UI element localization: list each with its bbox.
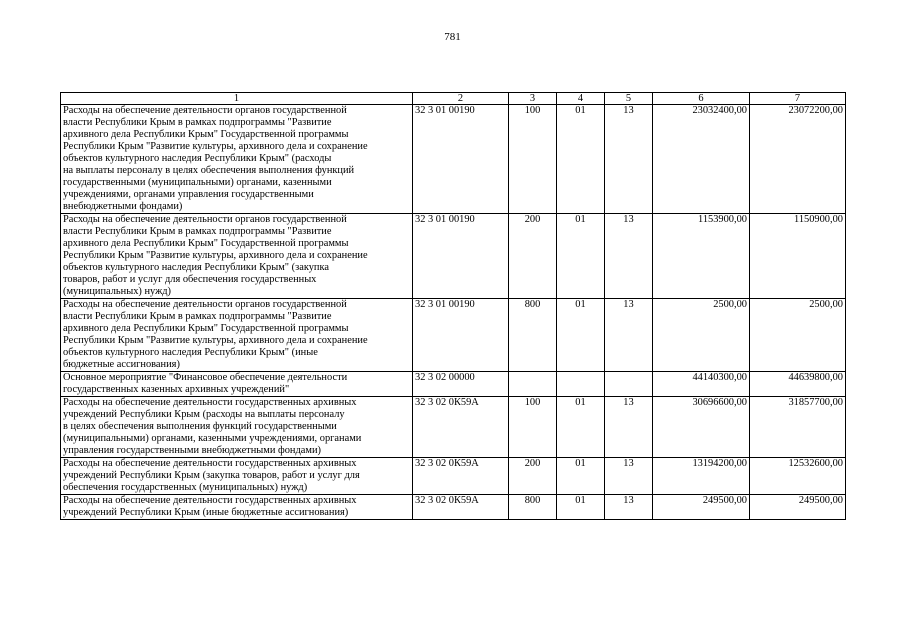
amount-column-7: 23072200,00 — [750, 105, 846, 214]
section-code — [557, 372, 605, 397]
column-header: 4 — [557, 93, 605, 105]
target-article-code: 32 3 01 00190 — [413, 299, 509, 372]
section-code: 01 — [557, 495, 605, 520]
column-header: 2 — [413, 93, 509, 105]
table-row — [61, 397, 846, 458]
expense-type-code: 200 — [509, 458, 557, 495]
expense-description: Расходы на обеспечение деятельности государственных архивных учреждений Республики Крым (закупка товаров, работ и услуг для обеспечения государственных (муниципальных) нужд) — [61, 458, 413, 495]
table-row — [61, 458, 846, 495]
amount-column-7: 1150900,00 — [750, 214, 846, 299]
column-header: 1 — [61, 93, 413, 105]
table-row — [61, 495, 846, 520]
table-row — [61, 372, 846, 397]
amount-column-7: 12532600,00 — [750, 458, 846, 495]
target-article-code: 32 3 01 00190 — [413, 214, 509, 299]
section-code: 01 — [557, 299, 605, 372]
page-number: 781 — [444, 31, 461, 43]
subsection-code — [605, 372, 653, 397]
subsection-code: 13 — [605, 458, 653, 495]
table-row — [61, 214, 846, 299]
expense-description: Расходы на обеспечение деятельности органов государственной власти Республики Крым в рамках подпрограммы "Развитие архивного дела Республики Крым" Государственной программы Республики Крым "Развитие культуры, архивного дела и сохранение объектов культурного наследия Республики Крым" (закупка товаров, работ и услуг для обеспечения государственных (муниципальных) нужд) — [61, 214, 413, 299]
target-article-code: 32 3 02 0К59А — [413, 495, 509, 520]
table-row — [61, 299, 846, 372]
amount-column-6: 13194200,00 — [653, 458, 750, 495]
section-code: 01 — [557, 458, 605, 495]
target-article-code: 32 3 01 00190 — [413, 105, 509, 214]
target-article-code: 32 3 02 0К59А — [413, 397, 509, 458]
expense-type-code: 800 — [509, 495, 557, 520]
expense-type-code: 100 — [509, 397, 557, 458]
budget-table — [60, 92, 846, 520]
subsection-code: 13 — [605, 299, 653, 372]
expense-description: Расходы на обеспечение деятельности органов государственной власти Республики Крым в рамках подпрограммы "Развитие архивного дела Республики Крым" Государственной программы Республики Крым "Развитие культуры, архивного дела и сохранение объектов культурного наследия Республики Крым" (расходы на выплаты персоналу в целях обеспечения выполнения функций государственными (муниципальными) органами, казенными учреждениями, органами управления государственными внебюджетными фондами) — [61, 105, 413, 214]
target-article-code: 32 3 02 0К59А — [413, 458, 509, 495]
column-header: 7 — [750, 93, 846, 105]
expense-description: Расходы на обеспечение деятельности государственных архивных учреждений Республики Крым (расходы на выплаты персоналу в целях обеспечения выполнения функций государственными (муниципальными) органами, казенными учреждениями, органами управления государственными внебюджетными фондами) — [61, 397, 413, 458]
expense-description: Основное мероприятие "Финансовое обеспечение деятельности государственных казенных архивных учреждений" — [61, 372, 413, 397]
amount-column-6: 44140300,00 — [653, 372, 750, 397]
section-code: 01 — [557, 105, 605, 214]
expense-description: Расходы на обеспечение деятельности органов государственной власти Республики Крым в рамках подпрограммы "Развитие архивного дела Республики Крым" Государственной программы Республики Крым "Развитие культуры, архивного дела и сохранение объектов культурного наследия Республики Крым" (иные бюджетные ассигнования) — [61, 299, 413, 372]
table-header-row — [61, 93, 846, 105]
table-row — [61, 105, 846, 214]
amount-column-7: 2500,00 — [750, 299, 846, 372]
expense-type-code — [509, 372, 557, 397]
amount-column-6: 1153900,00 — [653, 214, 750, 299]
target-article-code: 32 3 02 00000 — [413, 372, 509, 397]
column-header: 3 — [509, 93, 557, 105]
subsection-code: 13 — [605, 214, 653, 299]
expense-type-code: 800 — [509, 299, 557, 372]
amount-column-7: 44639800,00 — [750, 372, 846, 397]
subsection-code: 13 — [605, 105, 653, 214]
amount-column-6: 2500,00 — [653, 299, 750, 372]
column-header: 5 — [605, 93, 653, 105]
amount-column-6: 30696600,00 — [653, 397, 750, 458]
expense-type-code: 100 — [509, 105, 557, 214]
subsection-code: 13 — [605, 397, 653, 458]
section-code: 01 — [557, 214, 605, 299]
amount-column-7: 249500,00 — [750, 495, 846, 520]
subsection-code: 13 — [605, 495, 653, 520]
section-code: 01 — [557, 397, 605, 458]
expense-type-code: 200 — [509, 214, 557, 299]
expense-description: Расходы на обеспечение деятельности государственных архивных учреждений Республики Крым (иные бюджетные ассигнования) — [61, 495, 413, 520]
column-header: 6 — [653, 93, 750, 105]
amount-column-7: 31857700,00 — [750, 397, 846, 458]
amount-column-6: 249500,00 — [653, 495, 750, 520]
amount-column-6: 23032400,00 — [653, 105, 750, 214]
